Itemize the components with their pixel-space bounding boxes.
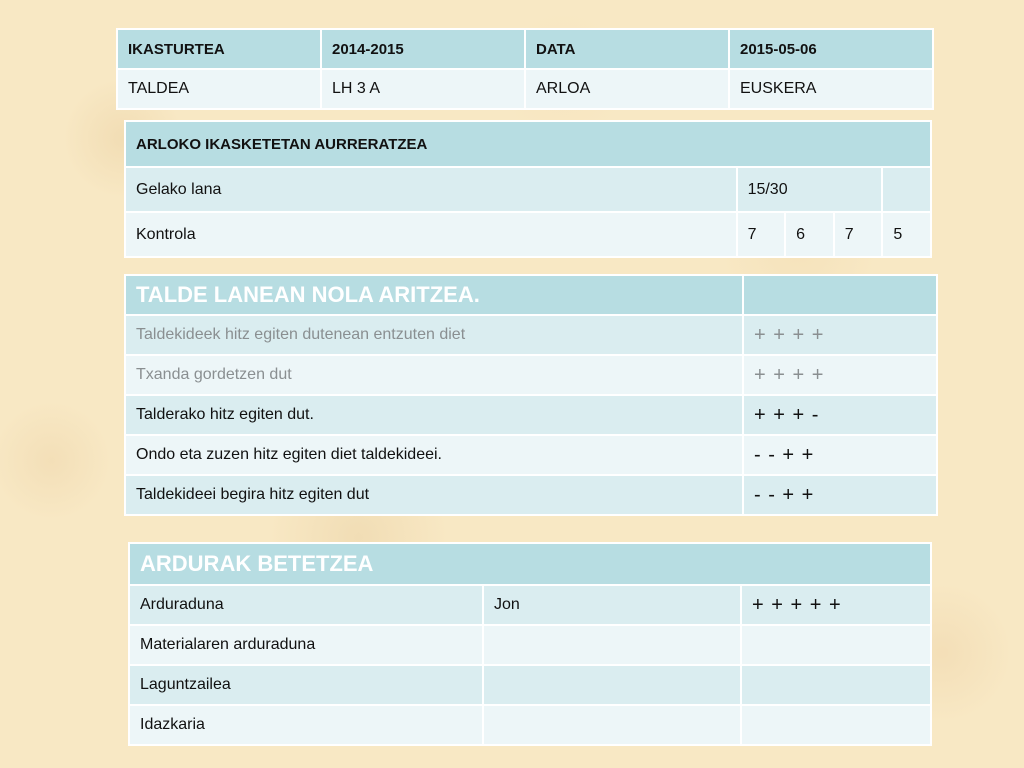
criterion-label: Taldekideei begira hitz egiten dut <box>125 475 743 515</box>
role-person <box>483 625 741 665</box>
info-table <box>116 28 934 110</box>
test-score: 6 <box>785 212 834 257</box>
tests-row <box>125 212 931 257</box>
table-row <box>125 475 937 515</box>
progress-header-row <box>125 121 931 167</box>
criterion-label: Taldekideek hitz egiten dutenean entzuten diet <box>125 315 743 355</box>
school-year-label: IKASTURTEA <box>117 29 321 69</box>
role-marks <box>741 625 931 665</box>
school-year-value: 2014-2015 <box>321 29 525 69</box>
role-person <box>483 705 741 745</box>
criterion-marks: + + + - <box>743 395 937 435</box>
date-label: DATA <box>525 29 729 69</box>
criterion-label: Talderako hitz egiten dut. <box>125 395 743 435</box>
info-header-row <box>117 29 933 69</box>
table-row <box>129 585 931 625</box>
role-label: Materialaren arduraduna <box>129 625 483 665</box>
group-work-table <box>124 274 938 516</box>
criterion-label: Txanda gordetzen dut <box>125 355 743 395</box>
subject-value: EUSKERA <box>729 69 933 109</box>
responsibilities-table <box>128 542 932 746</box>
classwork-label: Gelako lana <box>125 167 737 212</box>
criterion-marks: - - + + <box>743 435 937 475</box>
test-score: 5 <box>882 212 931 257</box>
group-value: LH 3 A <box>321 69 525 109</box>
info-data-row <box>117 69 933 109</box>
subject-label: ARLOA <box>525 69 729 109</box>
role-marks <box>741 665 931 705</box>
classwork-empty-cell <box>882 167 931 212</box>
group-label: TALDEA <box>117 69 321 109</box>
table-row <box>125 435 937 475</box>
criterion-label: Ondo eta zuzen hitz egiten diet taldekideei. <box>125 435 743 475</box>
role-label: Idazkaria <box>129 705 483 745</box>
test-score: 7 <box>834 212 883 257</box>
table-row <box>129 625 931 665</box>
classwork-row <box>125 167 931 212</box>
date-value: 2015-05-06 <box>729 29 933 69</box>
criterion-marks: + + + + <box>743 355 937 395</box>
role-person: Jon <box>483 585 741 625</box>
table-row <box>125 355 937 395</box>
group-work-header-empty-cell <box>743 275 937 315</box>
responsibilities-title: ARDURAK BETETZEA <box>129 543 931 585</box>
criterion-marks: - - + + <box>743 475 937 515</box>
group-work-header-row <box>125 275 937 315</box>
criterion-marks: + + + + <box>743 315 937 355</box>
table-row <box>129 665 931 705</box>
group-work-title: TALDE LANEAN NOLA ARITZEA. <box>125 275 743 315</box>
role-label: Arduraduna <box>129 585 483 625</box>
role-person <box>483 665 741 705</box>
test-score: 7 <box>737 212 786 257</box>
progress-table <box>124 120 932 258</box>
responsibilities-header-row <box>129 543 931 585</box>
table-row <box>125 315 937 355</box>
role-label: Laguntzailea <box>129 665 483 705</box>
role-marks <box>741 705 931 745</box>
role-marks: + + + + + <box>741 585 931 625</box>
table-row <box>129 705 931 745</box>
classwork-value: 15/30 <box>737 167 883 212</box>
progress-title: ARLOKO IKASKETETAN AURRERATZEA <box>125 121 931 167</box>
table-row <box>125 395 937 435</box>
tests-label: Kontrola <box>125 212 737 257</box>
